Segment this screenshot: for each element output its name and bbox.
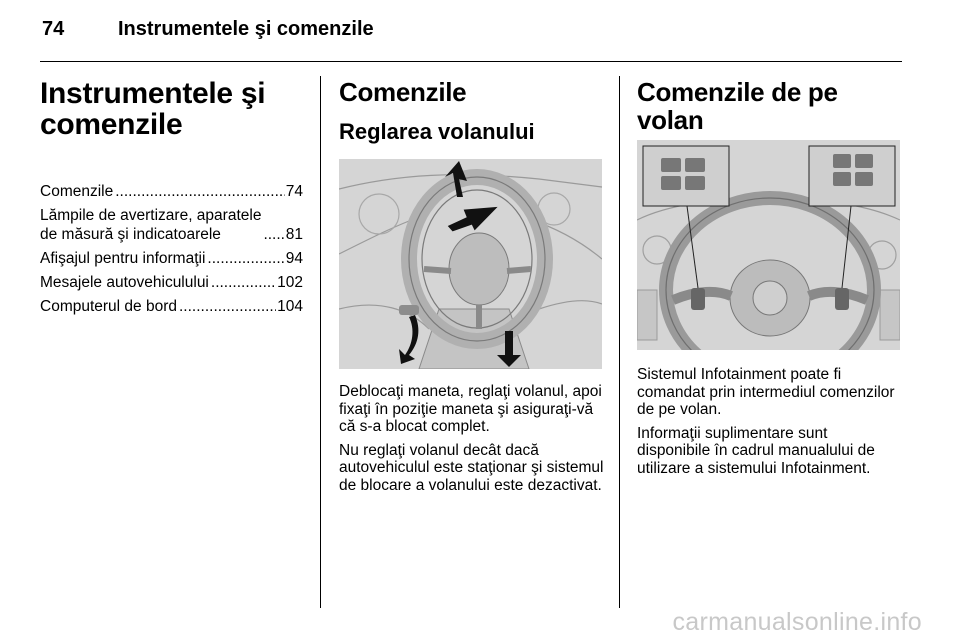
- paragraph-infotainment-control: Sistemul Infotainment poate fi comandat prin intermediul comenzilor de pe volan.: [637, 366, 895, 418]
- toc-page: 81: [285, 226, 303, 243]
- paragraph-adjust-instructions: Deblocaţi maneta, reglaţi volanul, apoi fixaţi în poziţie maneta şi asiguraţi-vă că s-a blocat complet.: [339, 383, 602, 435]
- toc-leader: [179, 297, 276, 316]
- running-header-title: Instrumentele şi comenzile: [118, 18, 374, 40]
- toc-page: 94: [285, 250, 303, 267]
- toc-leader: [207, 249, 284, 268]
- column-divider-left: [320, 76, 321, 608]
- chapter-column: [40, 78, 303, 321]
- paragraph-adjust-warning: Nu reglaţi volanul decât dacă autovehiculul este staţionar şi sistemul de blocare a volanului este dezactivat.: [339, 441, 604, 494]
- column-divider-right: [619, 76, 620, 608]
- controls-column: [339, 78, 604, 500]
- toc-label: Comenzile: [40, 183, 114, 200]
- wheel-controls-column: [637, 78, 903, 483]
- wheel-controls-illustration: [637, 140, 900, 350]
- controls-body: [339, 383, 604, 494]
- page-number: 74: [42, 18, 65, 40]
- toc-item-comenzile[interactable]: [40, 182, 303, 201]
- toc-leader: [115, 182, 285, 201]
- table-of-contents: [40, 182, 303, 316]
- watermark: carmanualsonline.info: [672, 608, 922, 636]
- toc-label: Lămpile de avertizare, aparatele de măsură şi indicatoarele: [40, 207, 262, 243]
- paragraph-more-info: Informaţii suplimentare sunt disponibile în cadrul manualului de utilizare a sistemului Infotainment.: [637, 424, 875, 477]
- toc-item-lampile[interactable]: [40, 206, 303, 244]
- toc-page: 102: [277, 274, 303, 291]
- header-rule: [40, 61, 902, 62]
- toc-leader: [263, 225, 284, 244]
- toc-leader: [211, 273, 276, 292]
- steering-wheel-adjust-drawing: [339, 159, 602, 369]
- toc-page: 74: [285, 183, 303, 200]
- steering-wheel-controls-drawing: [637, 140, 900, 350]
- toc-item-afisajul[interactable]: [40, 249, 303, 268]
- steering-adjust-illustration: [339, 159, 602, 369]
- toc-item-computerul[interactable]: [40, 297, 303, 316]
- subsection-title-reglarea-volanului: Reglarea volanului: [339, 119, 535, 144]
- section-title-comenzile: Comenzile: [339, 77, 467, 107]
- toc-label: Computerul de bord: [40, 298, 177, 315]
- toc-item-mesajele[interactable]: [40, 273, 303, 292]
- chapter-title: Instrumentele şi comenzile: [40, 77, 266, 141]
- section-title-comenzile-volan: Comenzile de pe volan: [637, 77, 838, 135]
- toc-label: Afişajul pentru informaţii: [40, 250, 206, 267]
- toc-page: 104: [277, 298, 303, 315]
- wheel-controls-body: [637, 366, 903, 477]
- toc-label: Mesajele autovehiculului: [40, 274, 209, 291]
